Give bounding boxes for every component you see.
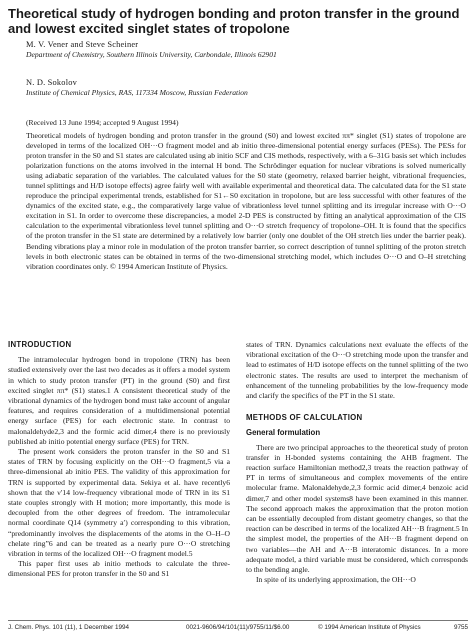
footer-journal: J. Chem. Phys. 101 (11), 1 December 1994	[8, 624, 129, 631]
introduction-paragraph-1: The intramolecular hydrogen bond in tropolone (TRN) has been studied extensively over the last two decades as it offers a model system in which to study proton transfer (PT) in the ground (S0) and first excited singlet ππ* (S1) states.1 A consistent theoretical study of the vibrational dynamics of the hydrogen bond must take account of angular features, and requires consideration of a multidimensional potential energy surface (PES) for each electronic state. In contrast to malonaldehyde2,3 and the formic acid dimer,4 there is no previously published ab initio potential energy surface (PES) for TRN.	[8, 355, 230, 446]
right-column	[246, 340, 468, 585]
author-affiliation-2: Institute of Chemical Physics, RAS, 117334 Moscow, Russian Federation	[26, 88, 248, 97]
introduction-paragraph-continued: states of TRN. Dynamics calculations next evaluate the effects of the vibrational excitation of the O···O stretching mode upon the transfer and lead to estimates of H/D isotope effects on the tunnel splitting of the two electronic states. The results are used to interpret the mechanism of enhancement of the tunneling probabilities by the low-frequency mode and clarify the specifics of the PT in the S1 state.	[246, 340, 468, 401]
left-column	[8, 340, 230, 580]
author-names-2: N. D. Sokolov	[26, 78, 77, 87]
introduction-paragraph-2: The present work considers the proton transfer in the S0 and S1 states of TRN by focusing explicitly on the OH···O fragment,5 via a three-dimensional ab initio PES. The validity of this approximation for TRN is supported by experimental data. Sekiya et al. have recently6 shown that the ν′14 low-frequency vibrational mode of TRN in its S1 state couples strongly with H motion; more importantly, this mode is decoupled from the other degrees of freedom. The intramolecular normal coordinate Q14 (symmetry a′) corresponding to this vibration, “predominantly involves the displacements of the atoms in the O–H–O chelate ring”6 and can be treated as a nearly pure O···O stretching vibration in terms of the localized OH···O fragment model.5	[8, 447, 230, 559]
footer-code: 0021-9606/94/101(11)/9755/11/$6.00	[186, 624, 290, 631]
methods-heading: METHODS OF CALCULATION	[246, 413, 363, 423]
author-block-1	[26, 40, 466, 60]
introduction-paragraph-3: This paper first uses ab initio methods to calculate the three-dimensional PES for proton transfer in the S0 and S1	[8, 559, 230, 579]
introduction-heading: INTRODUCTION	[8, 340, 72, 349]
methods-paragraph-2: In spite of its underlying approximation, the OH···O	[256, 575, 416, 585]
author-affiliation-1: Department of Chemistry, Southern Illinois University, Carbondale, Illinois 62901	[26, 50, 277, 59]
abstract: Theoretical models of hydrogen bonding and proton transfer in the ground (S0) and lowest excited ππ* singlet (S1) states of tropolone are developed in terms of the localized OH···O fragment model and ab initio three-dimensional potential energy surfaces (PESs). The PESs for proton transfer in the S0 and S1 states are calculated using ab initio SCF and CIS methods, respectively, with a 6–31G basis set which includes polarization functions on the atoms involved in the internal H bond. The Schrödinger equation for nuclear vibrations is solved numerically using adiabatic separation of the variables. The calculated values for the S0 state (geometry, relaxed barrier height, vibrational frequencies, tunnel splittings and H/D isotope effects) agree fairly well with available experimental and theoretical data. The calculated data for the S1 state reproduce the principal experimental trends, established for S1←S0 excitation in tropolone, but are less successful with other features of the dynamics of the excited state, e.g., the comparatively large value of vibrationless level tunnel splitting and its irregular increase with O···O excitation in S1. In order to overcome these discrepancies, a model 2-D PES is constructed by fitting an analytical approximation of the CIS calculation to the experimental vibrationless level tunnel splitting and O···O stretch frequency of tropolone–OH. It is found that the specifics of the proton transfer in the S1 state are determined by a relatively low barrier (only one doublet of the OH stretch lies under the barrier peak). Bending vibrations play a minor role in modulation of the proton transfer barrier, so correct description of tunnel splitting of the proton stretch levels in both electronic states can be obtained in terms of the two-dimensional stretching model, which includes O···O and O–H stretching vibration coordinates only. © 1994 American Institute of Physics.	[26, 131, 466, 271]
footer-rule	[8, 620, 468, 621]
received-dates: (Received 13 June 1994; accepted 9 August 1994)	[26, 118, 179, 127]
paper-title: Theoretical study of hydrogen bonding and proton transfer in the ground and lowest excited singlet states of tropolone	[8, 6, 460, 36]
methods-paragraph-1: There are two principal approaches to the theoretical study of proton transfer in H-bonded systems containing the AHB fragment. The reaction surface Hamiltonian method2,3 treats the reaction pathway of PT in terms of simultaneous and complex movements of the entire molecular frame. Malonaldehyde,2,3 formic acid dimer,4 benzoic acid dimer,7 and other model systems8 have been examined in this manner. The second approach makes the approximation that the proton motion can be essentially decoupled from distant geometry changes, so that the reaction can be described in terms of the localized AH···B fragment.5 In the simplest model, the properties of the AH···B fragment depend on two variables—the AH and A···B interatomic distances. In a more adequate model, a third variable must be considered, which corresponds to the bending angle.	[246, 442, 468, 575]
author-names-1: M. V. Vener and Steve Scheiner	[26, 40, 139, 49]
footer-copyright: © 1994 American Institute of Physics	[318, 624, 421, 631]
footer-page-number: 9755	[453, 624, 468, 631]
author-block-2	[26, 78, 466, 98]
general-formulation-subheading: General formulation	[246, 428, 321, 438]
